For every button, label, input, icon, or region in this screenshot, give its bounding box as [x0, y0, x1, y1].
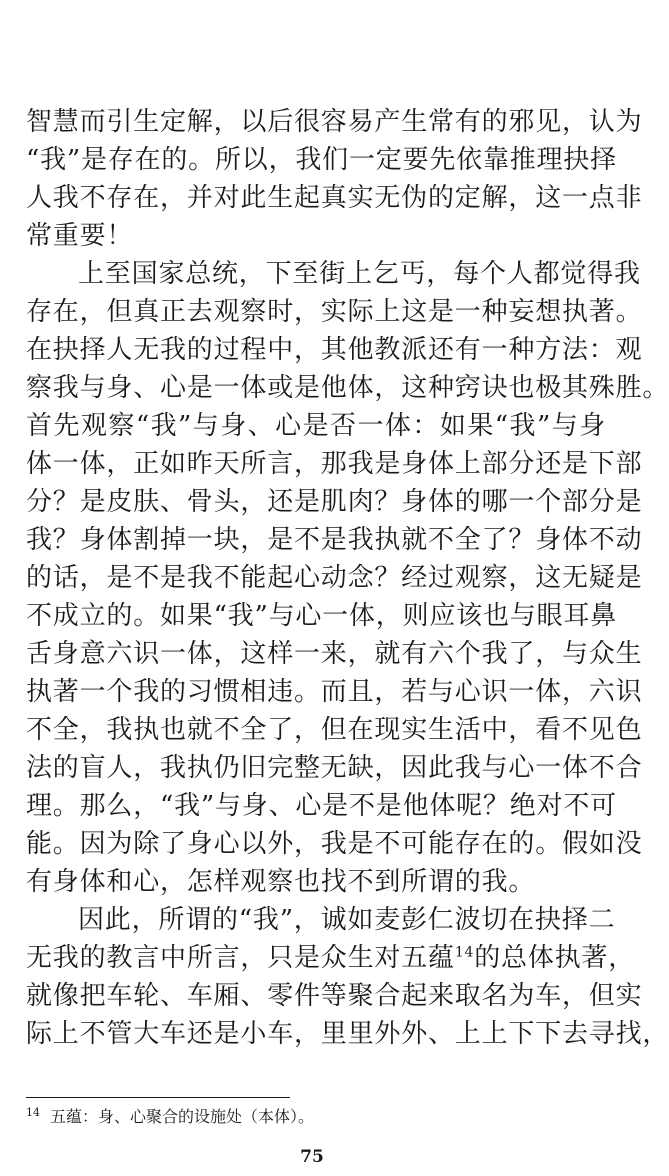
text-line: 首先观察“我”与身、心是否一体：如果“我”与身: [26, 411, 606, 441]
text-line: 察我与身、心是一体或是他体，这种窍诀也极其殊胜。: [26, 373, 669, 403]
footnote-text: 五蕴：身、心聚合的设施处（本体）。: [50, 1107, 315, 1126]
paragraph-start-line: 上至国家总统，下至街上乞丐，每个人都觉得我: [78, 259, 641, 289]
text-line: 就像把车轮、车厢、零件等聚合起来取名为车，但实: [26, 981, 643, 1011]
text-line: 理。那么，“我”与身、心是不是他体呢？绝对不可: [26, 791, 617, 821]
footnote-reference[interactable]: 14: [454, 944, 475, 961]
text-line: 舌身意六识一体，这样一来，就有六个我了，与众生: [26, 639, 643, 669]
text-line: 分？是皮肤、骨头，还是肌肉？身体的哪一个部分是: [26, 487, 643, 517]
footnote: [26, 1106, 314, 1128]
text-line: 执著一个我的习惯相违。而且，若与心识一体，六识: [26, 677, 643, 707]
text-line: 在抉择人无我的过程中，其他教派还有一种方法：观: [26, 335, 643, 365]
text-line: 不成立的。如果“我”与心一体，则应该也与眼耳鼻: [26, 601, 617, 631]
text-segment: 的总体执著，: [474, 943, 636, 973]
footnote-divider: [26, 1097, 290, 1098]
text-line: 能。因为除了身心以外，我是不可能存在的。假如没: [26, 829, 643, 859]
text-line: 我？身体割掉一块，是不是我执就不全了？身体不动: [26, 525, 643, 555]
text-line: 存在，但真正去观察时，实际上这是一种妄想执著。: [26, 297, 643, 327]
footnote-number: 14: [26, 1105, 40, 1119]
text-line: 常重要！: [26, 221, 134, 251]
text-line: 的话，是不是我不能起心动念？经过观察，这无疑是: [26, 563, 643, 593]
page-number: 75: [300, 1147, 324, 1167]
text-line: 智慧而引生定解，以后很容易产生常有的邪见，认为: [26, 107, 643, 137]
text-line: 不全，我执也就不全了，但在现实生活中，看不见色: [26, 715, 643, 745]
body-text: [26, 103, 669, 1053]
text-segment: 无我的教言中所言，只是众生对五蕴: [26, 943, 455, 973]
text-line-with-footnote-ref: [26, 939, 636, 977]
text-line: 际上不管大车还是小车，里里外外、上上下下去寻找，: [26, 1019, 669, 1049]
text-line: “我”是存在的。所以，我们一定要先依靠推理抉择: [26, 145, 617, 175]
text-line: 人我不存在，并对此生起真实无伪的定解，这一点非: [26, 183, 643, 213]
text-line: 有身体和心，怎样观察也找不到所谓的我。: [26, 867, 536, 897]
text-line: 法的盲人，我执仍旧完整无缺，因此我与心一体不合: [26, 753, 643, 783]
paragraph-start-line: 因此，所谓的“我”，诚如麦彭仁波切在抉择二: [78, 905, 616, 935]
text-line: 体一体，正如昨天所言，那我是身体上部分还是下部: [26, 449, 643, 479]
